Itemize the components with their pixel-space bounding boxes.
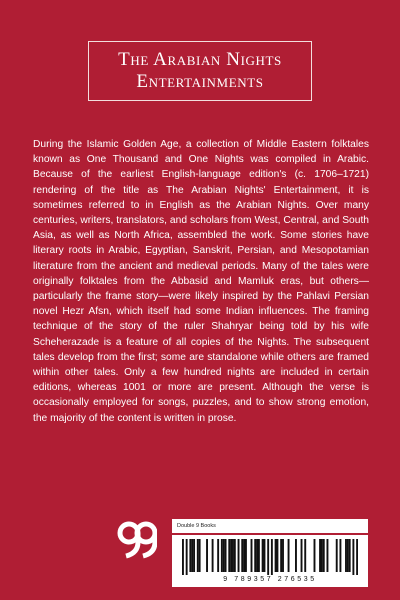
barcode-bar xyxy=(282,539,284,572)
barcode-bar xyxy=(327,539,329,572)
barcode-bar xyxy=(197,539,199,572)
barcode-bar xyxy=(223,539,225,572)
barcode-bar xyxy=(238,539,240,572)
barcode-bar xyxy=(182,539,184,575)
barcode-bar xyxy=(217,539,219,572)
barcode-bar xyxy=(254,539,256,572)
barcode-bar xyxy=(336,539,338,572)
barcode-bar xyxy=(228,539,230,572)
barcode-bar xyxy=(288,539,290,572)
barcode-bar xyxy=(186,539,188,575)
barcode-bar xyxy=(301,539,303,572)
title-frame xyxy=(88,41,312,101)
barcode-bar xyxy=(314,539,316,572)
isbn-digits: 9 789357 276535 xyxy=(223,576,317,583)
publisher-name: Double 9 Books xyxy=(177,523,216,529)
barcode-bar xyxy=(275,539,277,572)
barcode-bar xyxy=(258,539,260,572)
barcode-bar xyxy=(189,539,191,572)
barcode-bar xyxy=(345,539,347,572)
barcode-bar xyxy=(264,539,266,572)
barcode-bar xyxy=(234,539,236,572)
barcode-bar xyxy=(352,539,354,575)
publisher-label xyxy=(172,519,368,533)
barcode-bar xyxy=(212,539,214,572)
title-line-2: Entertainments xyxy=(136,71,264,92)
barcode-bar xyxy=(321,539,323,572)
barcode-bar xyxy=(241,539,243,572)
isbn-barcode xyxy=(182,539,358,575)
barcode-bar xyxy=(199,539,201,572)
barcode-bar xyxy=(267,539,269,575)
description-text: During the Islamic Golden Age, a collection of Middle Eastern folktales known as One Thousand and One Nights was compiled in Arabic. Because of the earliest English-language edition's (c. 1706–1721) rendering of the title as The Arabian Nights' Entertainment, it is sometimes referred to in English as the Arabian Nights. Over many centuries, writers, translators, and scholars from West, Central, and South Asia, as well as North Africa, assembled the work. Some stories have literary roots in Arabic, Egyptian, Sanskrit, Persian, and Mesopotamian literature from the ancient and medieval periods. Many of the tales were originally folktales from the Abbasid and Mamluk eras, but others—particularly the frame story—were likely inspired by the Pahlavi Persian novel Hezr Afsn, which itself had some Indian influences. The framing technique of the story of the ruler Shahryar being told by his wife Scheherazade is a feature of all copies of the Nights. The subsequent tales develop from the first; some are standalone while others are framed within other tales. Only a few hundred nights are included in certain editions, whereas 1001 or more are present. Although the verse is occasionally employed for songs, puzzles, and to show strong emotion, the majority of the content is written in prose. xyxy=(33,139,369,424)
barcode-bar xyxy=(339,539,341,572)
barcode-bar xyxy=(323,539,325,572)
barcode-bar xyxy=(221,539,223,572)
barcode-bar xyxy=(243,539,245,572)
barcode-bar xyxy=(347,539,349,572)
barcode-bar xyxy=(245,539,247,572)
barcode-bar xyxy=(271,539,273,575)
barcode-panel xyxy=(172,535,368,587)
barcode-bar xyxy=(262,539,264,572)
barcode-bar xyxy=(206,539,208,572)
barcode-bar xyxy=(356,539,358,575)
barcode-bar xyxy=(251,539,253,572)
barcode-bar xyxy=(280,539,282,572)
barcode-bar xyxy=(304,539,306,572)
double-9-books-logo-icon xyxy=(117,520,157,562)
barcode-bar xyxy=(349,539,351,572)
barcode-bar xyxy=(232,539,234,572)
title-line-1: The Arabian Nights xyxy=(118,49,282,70)
barcode-bar xyxy=(276,539,278,572)
barcode-bar xyxy=(191,539,193,572)
barcode-bar xyxy=(295,539,297,572)
barcode-bar xyxy=(193,539,195,572)
barcode-bar xyxy=(230,539,232,572)
barcode-bar xyxy=(225,539,227,572)
barcode-bar xyxy=(256,539,258,572)
barcode-bar xyxy=(319,539,321,572)
